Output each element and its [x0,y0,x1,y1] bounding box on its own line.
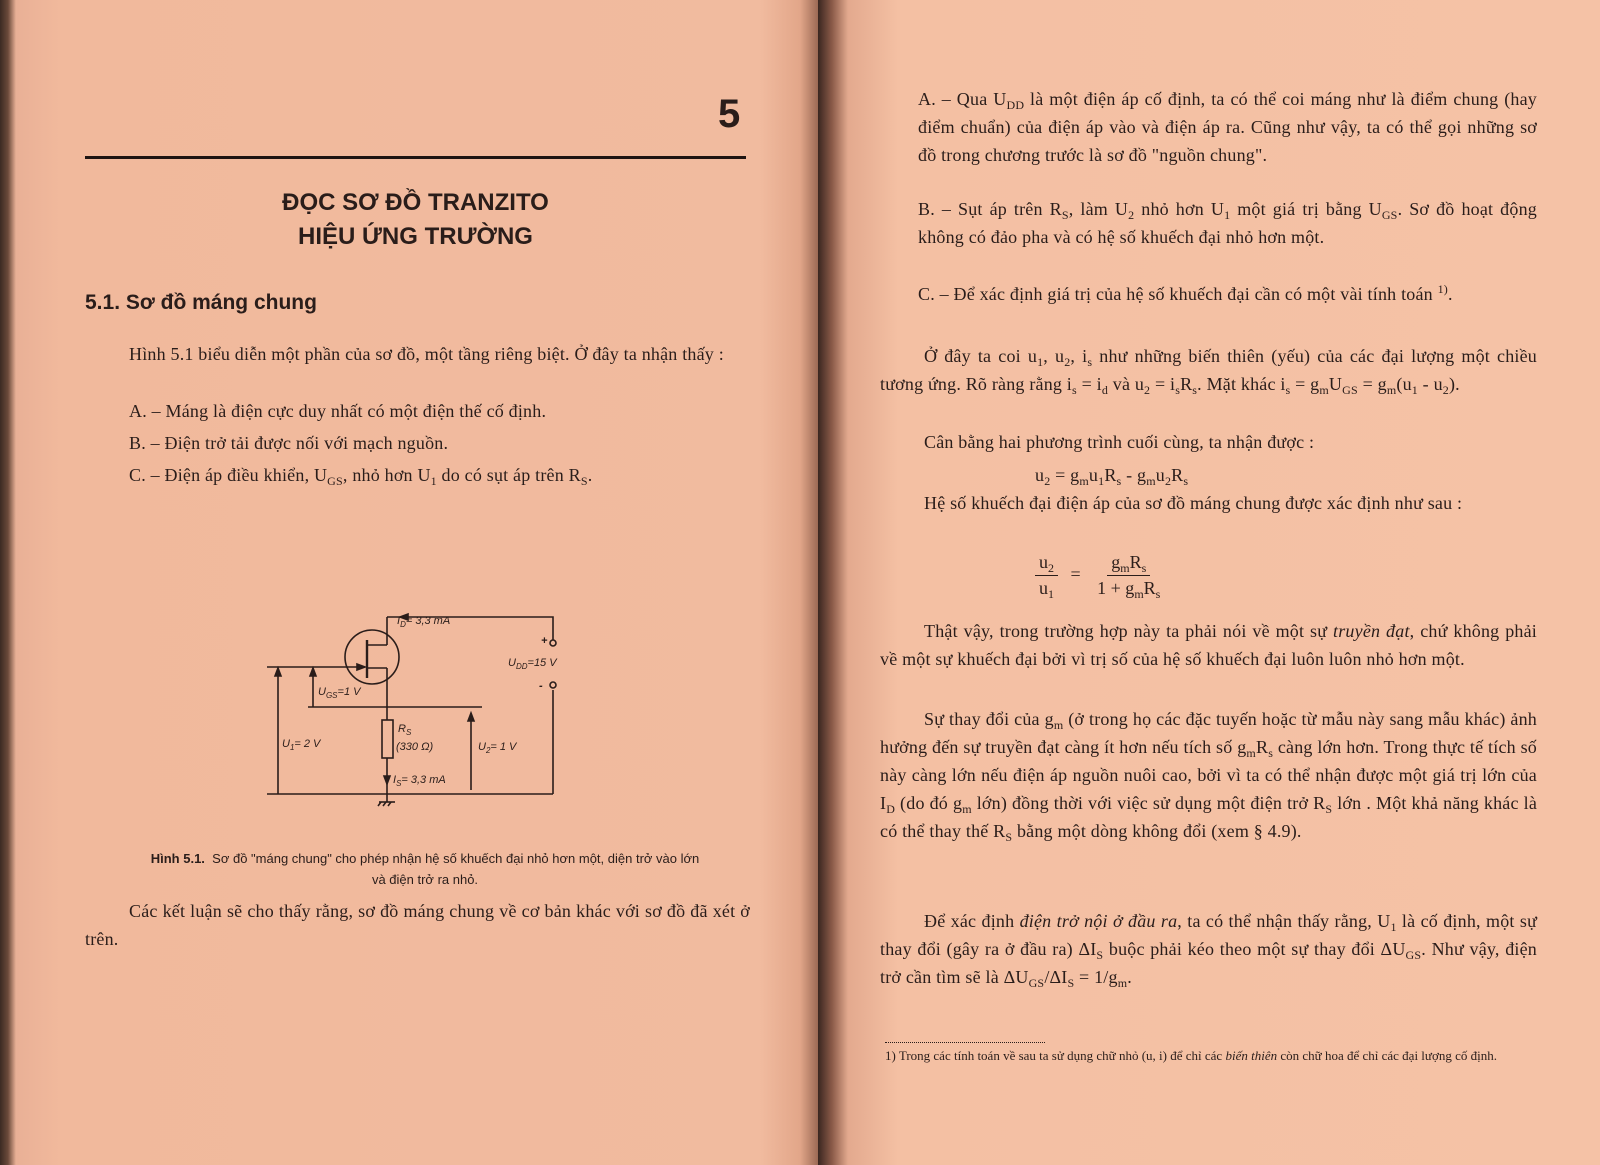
text-run: Hệ số khuếch đại điện áp của sơ đồ máng chung được xác định như sau : [924,493,1463,513]
text-run: Các kết luận sẽ cho thấy rằng, sơ đồ máng chung về cơ bản khác với sơ đồ đã xét ở trên. [85,901,750,949]
subscript: m [1319,383,1329,397]
text-run: , làm U [1068,199,1129,219]
chapter-title [85,186,746,254]
text-run: - u [1417,374,1443,394]
text-run: u [1039,552,1048,572]
list-item-c [129,461,750,489]
subscript: 1 [1037,355,1044,369]
caption-label: Hình 5.1. [150,851,205,866]
text-run: U [1328,374,1343,394]
subscript: GS [1381,208,1398,222]
closing-paragraph [85,897,750,953]
subscript: s [1175,383,1181,397]
footnote [885,1044,1585,1067]
list-item-b [129,429,750,457]
text-run: (ở trong họ các đặc tuyến hoặc từ mẫu này sang mẫu khác) ảnh hưởng đến sự truyền đạt càng ít hơn nếu tích số g [880,709,1537,757]
circuit-diagram [250,590,590,810]
subscript: DD [1006,98,1025,112]
text-run: , ta có thể nhận thấy rằng, U [1177,911,1391,931]
subscript: m [1134,587,1144,601]
text-run: R [1143,578,1156,598]
figure-caption [145,848,705,890]
subscript: 2 [1144,383,1151,397]
subscript: m [1246,746,1256,760]
text-run: một giá trị bằng U [1230,199,1382,219]
minus-label: - [539,680,543,692]
italic-text: biến thiên [1225,1048,1278,1063]
text-run: buộc phải kéo theo một sự thay đổi ΔU [1103,939,1406,959]
subscript: S [1325,802,1333,816]
text-run: do có sụt áp trên R [436,465,581,485]
equation [1035,461,1188,489]
title-line: HIỆU ỨNG TRƯỜNG [298,223,533,250]
subscript: S [1061,208,1069,222]
subscript: GS [1342,383,1358,397]
subscript: s [1183,474,1189,488]
text-run: Để xác định [924,911,1020,931]
subscript: s [1285,383,1291,397]
fraction-numerator [1107,552,1150,576]
text-run: = 1/g [1074,967,1118,987]
text-run: = i [1076,374,1102,394]
text-run: Cân bằng hai phương trình cuối cùng, ta nhận được : [924,432,1315,452]
text-run: . Mặt khác i [1197,374,1286,394]
list-item-a [129,397,750,425]
subscript: 1 [1098,474,1105,488]
text-run: g [1111,552,1121,572]
text-run: , chứ không phải về một sự khuếch đại bởi vì trị số của hệ số khuếch đại luôn luôn nhỏ hơn một. [880,621,1537,669]
paragraph [880,428,1537,456]
text-run: /ΔI [1044,967,1068,987]
text-run: . Sơ đồ hoạt động không có đảo pha và có hệ số khuếch đại nhỏ hơn một. [918,199,1537,247]
text-run: . [587,465,593,485]
text-run: , i [1070,346,1088,366]
subscript: GS [327,474,343,488]
text-run: = i [1150,374,1176,394]
text-run: R [1255,737,1269,757]
section-heading: 5.1. Sơ đồ máng chung [85,291,317,314]
subscript: m [1386,383,1397,397]
paragraph [880,489,1537,517]
subscript: m [1117,976,1128,990]
subscript: 1 [1224,208,1231,222]
text-run: , nhỏ hơn U [342,465,431,485]
text-run: B. – Điện trở tải được nối với mạch nguồn. [129,433,449,453]
paragraph [880,705,1537,845]
text-run: Sự thay đổi của g [924,709,1054,729]
text-run: A. – Qua U [918,89,1007,109]
text-run: và u [1108,374,1145,394]
text-run: còn chữ hoa để chỉ các đại lượng cố định. [1277,1048,1497,1063]
footnote-rule [885,1042,1045,1043]
subscript: GS [1405,948,1422,962]
id-label: $I_D= 3,3$ mA [397,615,451,629]
terminal-plus [550,640,556,646]
plus-label: + [541,635,548,647]
text-run: - g [1121,465,1147,485]
subscript: D [886,802,896,816]
text-run: R [1180,374,1193,394]
chapter-rule [85,156,746,159]
subscript: 2 [1442,383,1449,397]
subscript: S [1005,830,1013,844]
text-run: càng lớn hơn. Trong thực tế tích số này càng lớn nếu điện áp nguồn nuôi cao, bởi vì ta có thể nhận được một giá trị lớn của I [880,737,1537,813]
subscript: 2 [1128,208,1135,222]
text-run: là cố định, một sự thay đổi (gây ra ở đầu ra) ΔI [880,911,1538,959]
chapter-number: 5 [718,92,741,136]
caption-text: Sơ đồ "máng chung" cho phép nhận hệ số khuếch đại nhỏ hơn một, diện trở vào lớn và điện trở ra nhỏ. [212,851,700,887]
text-run: R [1171,465,1184,485]
text-run: R [1104,465,1117,485]
subscript: s [1087,355,1093,369]
text-run: A. – Máng là điện cực duy nhất có một điện thế cố định. [129,401,547,421]
text-run: Thật vậy, trong trường hợp này ta phải nói về một sự [924,621,1334,641]
list-item-c [918,280,1537,308]
subscript: m [1146,474,1156,488]
subscript: 1 [1411,383,1418,397]
subscript: s [1155,587,1161,601]
text-run: 1 + g [1097,578,1135,598]
terminal-minus [550,682,556,688]
subscript: 2 [1164,474,1172,488]
text-run: Hình 5.1 biểu diễn một phần của sơ đồ, một tầng riêng biệt. Ở đây ta nhận thấy : [129,344,724,364]
subscript: s [1072,383,1077,397]
subscript: s [1116,474,1122,488]
gain-formula [1035,552,1164,599]
text-run: u [1035,465,1045,485]
text-run: 1) Trong các tính toán về sau ta sử dụng chữ nhỏ (u, i) để chỉ các [885,1048,1226,1063]
fraction-denominator [1093,576,1164,599]
paragraph [880,342,1537,398]
text-run: . [1127,967,1132,987]
subscript: s [1192,383,1198,397]
text-run: lớn) đồng thời với việc sử dụng một điện trở R [971,793,1326,813]
ugs-label: $U_{GS}=1$ V [318,686,361,700]
text-run: lớn . Một khả năng khác là có thể thay thế R [880,793,1538,841]
text-run: như những biến thiên (yếu) của các đại lượng một chiều tương ứng. Rõ ràng rằng i [880,346,1537,394]
text-run: u [1155,465,1165,485]
subscript: 2 [1048,561,1054,575]
subscript: 2 [1044,474,1051,488]
text-run: nhỏ hơn U [1134,199,1225,219]
is-label: $I_S= 3,3$ mA [393,774,446,788]
text-run: (u [1396,374,1412,394]
title-line: ĐỌC SƠ ĐỒ TRANZITO [282,189,549,216]
fraction-numerator [1035,552,1058,576]
fraction-denominator [1035,576,1058,599]
italic-text: điện trở nội ở đầu ra [1019,911,1178,931]
italic-text: truyền đạt [1333,621,1410,641]
subscript: m [962,802,972,816]
subscript: m [1079,474,1089,488]
list-item-b [918,195,1537,251]
rs-value: (330 Ω) [396,741,434,753]
subscript: 2 [1064,355,1071,369]
equals-sign: = [1070,563,1081,584]
subscript: m [1120,561,1130,575]
text-run: . Như vậy, điện trở cần tìm sẽ là ΔU [880,939,1537,987]
u2-label: $U_2= 1$ V [478,741,517,755]
text-run: là một điện áp cố định, ta có thể coi máng như là điểm chung (hay điểm chuẩn) của điện áp vào và điện áp ra. Cũng như vậy, ta có thể gọi những sơ đồ trong chương trước là sơ đồ "nguồn chung". [918,89,1537,165]
subscript: m [1053,718,1064,732]
text-run: R [1129,552,1142,572]
text-run: = g [1357,374,1387,394]
ground-icon [378,802,395,806]
text-run: (do đó g [895,793,963,813]
subscript: 1 [430,474,437,488]
footnote-marker: 1) [1437,282,1448,296]
subscript: s [1141,561,1147,575]
resistor-rs [382,720,393,758]
text-run: B. – Sụt áp trên R [918,199,1062,219]
text-run: u [1088,465,1099,485]
subscript: 1 [1048,587,1054,601]
list-item-a [918,85,1537,169]
paragraph [85,340,750,368]
subscript: S [580,474,588,488]
text-run: = g [1050,465,1080,485]
subscript: d [1101,383,1109,397]
subscript: s [1268,746,1274,760]
paragraph [880,617,1537,673]
subscript: S [1067,976,1075,990]
text-run: C. – Điện áp điều khiển, U [129,465,328,485]
u1-label: $U_1= 2$ V [282,738,321,752]
rs-label: $R_S$ [398,723,412,737]
udd-label: $U_{DD}=15$ V [508,657,557,671]
text-run: Ở đây ta coi u [924,346,1038,366]
text-run: bằng một dòng không đổi (xem § 4.9). [1012,821,1302,841]
text-run: . [1447,284,1453,304]
text-run: u [1039,578,1048,598]
text-run: , u [1043,346,1065,366]
subscript: S [1096,948,1104,962]
subscript: 1 [1390,920,1397,934]
text-run: ). [1448,374,1460,394]
transistor-symbol [345,630,399,684]
subscript: GS [1028,976,1045,990]
paragraph [880,907,1537,991]
text-run: C. – Để xác định giá trị của hệ số khuếch đại cần có một vài tính toán [918,284,1438,304]
text-run: = g [1290,374,1320,394]
